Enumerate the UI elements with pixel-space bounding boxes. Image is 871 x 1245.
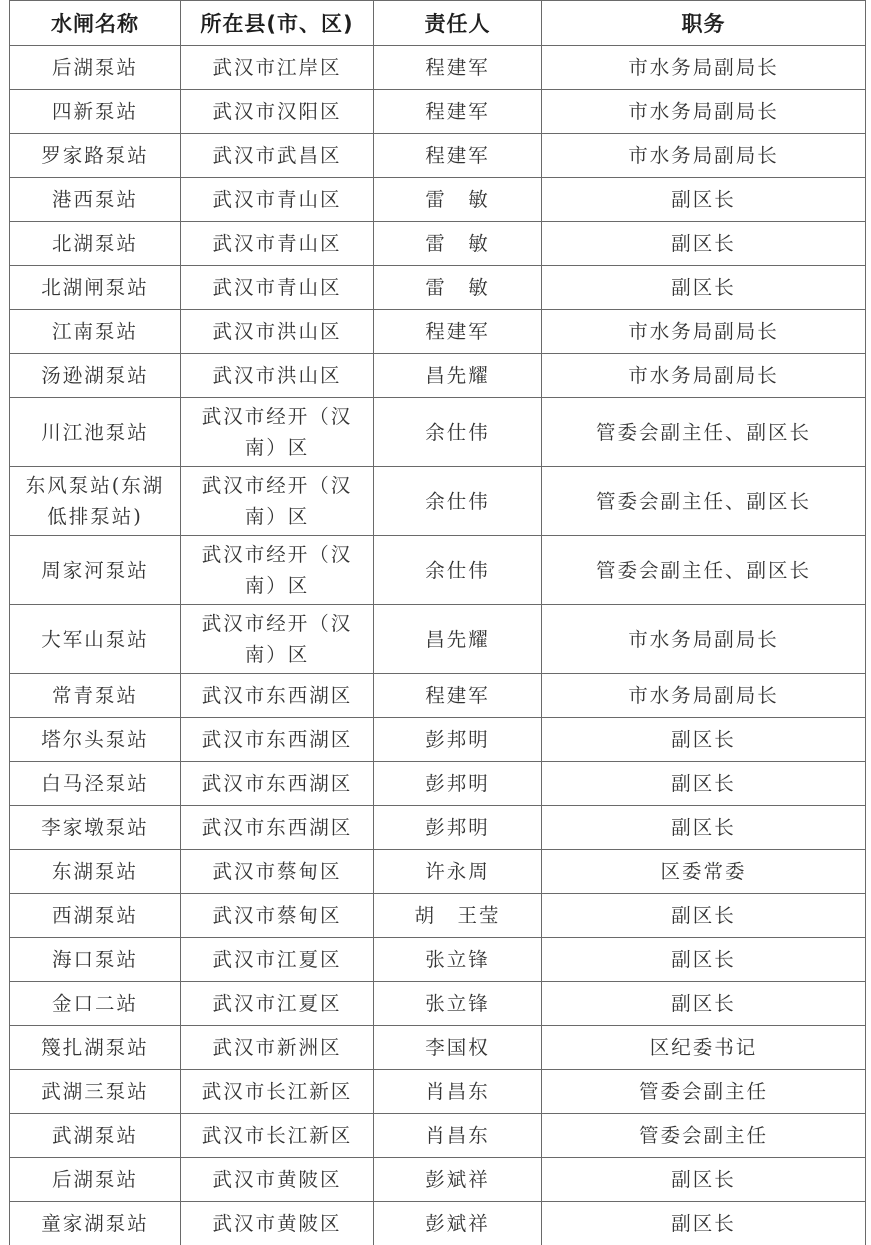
station-name-cell: 武湖三泵站 [10,1070,181,1114]
station-name-text: 川江池泵站 [16,417,174,448]
table-row [10,467,866,536]
table-row [10,134,866,178]
county-cell: 武汉市东西湖区 [181,674,374,718]
station-name-cell: 海口泵站 [10,938,181,982]
position-cell: 管委会副主任、副区长 [542,467,866,536]
table-row [10,178,866,222]
header-station-name: 水闸名称 [10,1,181,46]
table-row [10,1114,866,1158]
table-row [10,850,866,894]
position-cell: 副区长 [542,178,866,222]
county-text: 武汉市经开（汉南）区 [187,401,367,463]
table-row [10,1070,866,1114]
person-cell: 彭邦明 [374,762,542,806]
county-cell: 武汉市青山区 [181,266,374,310]
station-name-cell: 北湖闸泵站 [10,266,181,310]
county-cell [181,467,374,536]
station-name-text: 周家河泵站 [16,555,174,586]
table-row [10,674,866,718]
station-name-cell: 北湖泵站 [10,222,181,266]
person-cell: 程建军 [374,134,542,178]
station-name-cell: 李家墩泵站 [10,806,181,850]
county-cell: 武汉市青山区 [181,178,374,222]
county-cell: 武汉市江夏区 [181,938,374,982]
table-row [10,310,866,354]
person-cell: 彭邦明 [374,806,542,850]
table-header [10,1,866,46]
county-cell [181,398,374,467]
position-cell: 市水务局副局长 [542,605,866,674]
table-row [10,266,866,310]
table-body [10,46,866,1245]
position-cell: 副区长 [542,266,866,310]
person-cell: 彭邦明 [374,718,542,762]
table-row [10,354,866,398]
station-name-cell: 西湖泵站 [10,894,181,938]
position-cell: 市水务局副局长 [542,90,866,134]
person-cell: 余仕伟 [374,536,542,605]
station-name-cell: 四新泵站 [10,90,181,134]
person-cell: 彭斌祥 [374,1158,542,1202]
position-cell: 副区长 [542,982,866,1026]
table-row [10,46,866,90]
table-row [10,536,866,605]
person-cell: 张立锋 [374,938,542,982]
county-cell: 武汉市黄陂区 [181,1202,374,1245]
person-cell: 程建军 [374,310,542,354]
table-row [10,938,866,982]
person-cell: 余仕伟 [374,467,542,536]
station-name-cell: 武湖泵站 [10,1114,181,1158]
person-cell: 雷 敏 [374,266,542,310]
county-cell: 武汉市青山区 [181,222,374,266]
person-cell: 肖昌东 [374,1070,542,1114]
table-row [10,894,866,938]
person-cell: 许永周 [374,850,542,894]
station-name-cell: 金口二站 [10,982,181,1026]
person-cell: 胡 王莹 [374,894,542,938]
county-cell: 武汉市蔡甸区 [181,850,374,894]
person-cell: 雷 敏 [374,178,542,222]
county-cell: 武汉市江夏区 [181,982,374,1026]
table-row [10,398,866,467]
person-cell: 李国权 [374,1026,542,1070]
county-cell: 武汉市蔡甸区 [181,894,374,938]
station-name-cell: 常青泵站 [10,674,181,718]
position-cell: 管委会副主任 [542,1114,866,1158]
person-cell: 彭斌祥 [374,1202,542,1245]
station-name-cell: 白马泾泵站 [10,762,181,806]
table-row [10,90,866,134]
header-row [10,1,866,46]
position-cell: 副区长 [542,1202,866,1245]
county-cell: 武汉市洪山区 [181,310,374,354]
header-responsible-person: 责任人 [374,1,542,46]
station-name-cell: 后湖泵站 [10,1158,181,1202]
county-cell: 武汉市黄陂区 [181,1158,374,1202]
table-row [10,762,866,806]
table-row [10,718,866,762]
county-text: 武汉市经开（汉南）区 [187,608,367,670]
person-cell: 雷 敏 [374,222,542,266]
station-name-cell: 港西泵站 [10,178,181,222]
station-name-cell: 东湖泵站 [10,850,181,894]
station-name-cell [10,467,181,536]
table-row [10,1158,866,1202]
position-cell: 市水务局副局长 [542,46,866,90]
position-cell: 副区长 [542,222,866,266]
table-row [10,1202,866,1245]
county-cell [181,605,374,674]
station-name-cell: 童家湖泵站 [10,1202,181,1245]
station-name-cell: 江南泵站 [10,310,181,354]
position-cell: 区纪委书记 [542,1026,866,1070]
county-text: 武汉市经开（汉南）区 [187,470,367,532]
station-name-text: 大军山泵站 [16,624,174,655]
header-county: 所在县(市、区) [181,1,374,46]
county-cell: 武汉市东西湖区 [181,806,374,850]
station-name-cell [10,398,181,467]
station-name-cell [10,536,181,605]
position-cell: 区委常委 [542,850,866,894]
county-cell [181,536,374,605]
station-name-cell: 汤逊湖泵站 [10,354,181,398]
station-name-cell: 罗家路泵站 [10,134,181,178]
table-row [10,982,866,1026]
pump-station-responsibility-table [9,0,866,1245]
person-cell: 程建军 [374,46,542,90]
county-cell: 武汉市新洲区 [181,1026,374,1070]
position-cell: 市水务局副局长 [542,134,866,178]
table-row [10,605,866,674]
table-row [10,222,866,266]
position-cell: 市水务局副局长 [542,674,866,718]
station-name-cell: 后湖泵站 [10,46,181,90]
county-cell: 武汉市东西湖区 [181,762,374,806]
person-cell: 肖昌东 [374,1114,542,1158]
county-cell: 武汉市江岸区 [181,46,374,90]
person-cell: 程建军 [374,674,542,718]
position-cell: 市水务局副局长 [542,354,866,398]
position-cell: 管委会副主任、副区长 [542,398,866,467]
position-cell: 市水务局副局长 [542,310,866,354]
county-cell: 武汉市武昌区 [181,134,374,178]
position-cell: 副区长 [542,718,866,762]
position-cell: 管委会副主任 [542,1070,866,1114]
header-position: 职务 [542,1,866,46]
person-cell: 张立锋 [374,982,542,1026]
station-name-cell: 篾扎湖泵站 [10,1026,181,1070]
person-cell: 程建军 [374,90,542,134]
station-name-cell: 塔尔头泵站 [10,718,181,762]
position-cell: 副区长 [542,938,866,982]
station-name-text: 东风泵站(东湖低排泵站) [16,470,174,532]
table-row [10,806,866,850]
county-cell: 武汉市汉阳区 [181,90,374,134]
county-cell: 武汉市长江新区 [181,1114,374,1158]
position-cell: 管委会副主任、副区长 [542,536,866,605]
county-cell: 武汉市东西湖区 [181,718,374,762]
position-cell: 副区长 [542,806,866,850]
position-cell: 副区长 [542,894,866,938]
county-cell: 武汉市长江新区 [181,1070,374,1114]
position-cell: 副区长 [542,762,866,806]
table-row [10,1026,866,1070]
station-name-cell [10,605,181,674]
county-text: 武汉市经开（汉南）区 [187,539,367,601]
person-cell: 昌先耀 [374,354,542,398]
person-cell: 昌先耀 [374,605,542,674]
county-cell: 武汉市洪山区 [181,354,374,398]
position-cell: 副区长 [542,1158,866,1202]
person-cell: 余仕伟 [374,398,542,467]
